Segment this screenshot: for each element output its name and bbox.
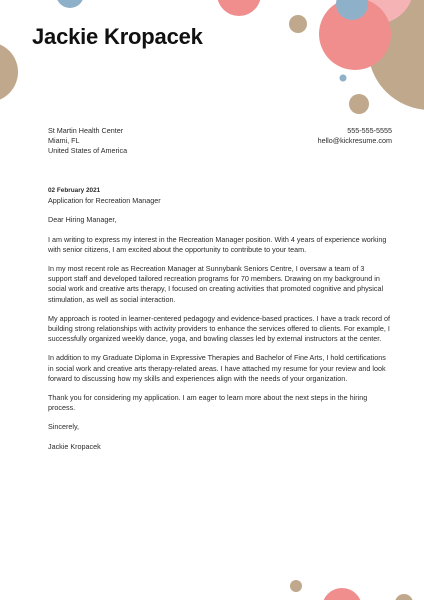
- address-line-2: Miami, FL: [48, 136, 80, 146]
- circle-tan-small: [289, 15, 307, 33]
- circle-pink-large: [319, 0, 391, 70]
- circle-blue-top-left: [56, 0, 84, 8]
- phone-number: 555-555-5555: [347, 126, 392, 135]
- circle-tan-bottom: [290, 580, 302, 592]
- circle-pink-top: [217, 0, 261, 16]
- salutation: Dear Hiring Manager,: [48, 215, 117, 225]
- contact-info: [318, 126, 392, 146]
- signature: Jackie Kropacek: [48, 441, 101, 451]
- circle-tan-large: [368, 0, 424, 110]
- paragraph: In my most recent role as Recreation Manager at Sunnybank Seniors Centre, I oversaw a team of 3 support staff and developed tailored recreation programs for 70 members. Drawing on my background in social work and creative arts therapy, I focused on creating activities that promoted cognitive and physical stimulation, as well as social interaction.: [48, 264, 384, 304]
- letter-date: 02 February 2021: [48, 187, 101, 194]
- applicant-name: Jackie Kropacek: [32, 24, 203, 49]
- paragraph: I am writing to express my interest in the Recreation Manager position. With 4 years of experience working with senior citizens, I am excited about the opportunity to contribute to your team.: [48, 234, 387, 254]
- sender-address: [48, 126, 127, 157]
- closing: Sincerely,: [48, 422, 80, 432]
- address-line-1: St Martin Health Center: [48, 126, 124, 135]
- paragraph: Thank you for considering my application. I am eager to learn more about the next steps in the hiring process.: [48, 393, 368, 413]
- circle-tan-bottom-right: [395, 594, 413, 600]
- paragraph: In addition to my Graduate Diploma in Expressive Therapies and Bachelor of Fine Arts, I hold certifications in social work and creative arts therapy-related areas. I have attached my resume for your review and look forward to discussing how my skills and experiences align with the needs of your organization.: [48, 353, 386, 383]
- email-address: hello@kickresume.com: [317, 136, 392, 146]
- circle-tan-left: [0, 42, 18, 102]
- circle-blue-top-right: [336, 0, 368, 20]
- circle-blue-dot: [340, 75, 347, 82]
- letter-subject: Application for Recreation Manager: [48, 196, 161, 206]
- address-line-3: United States of America: [48, 146, 128, 156]
- circle-pink-light: [338, 0, 414, 24]
- paragraph: My approach is rooted in learner-centered pedagogy and evidence-based practices. I have a track record of building strong relationships with activity providers to enhance the services offered to clients. For example, I successfully organized weekly dance, yoga, and bowling classes led by external instructors at the center.: [48, 313, 391, 344]
- circle-tan-mid: [349, 94, 369, 114]
- letter-body: [48, 186, 390, 461]
- circle-pink-bottom: [322, 588, 362, 600]
